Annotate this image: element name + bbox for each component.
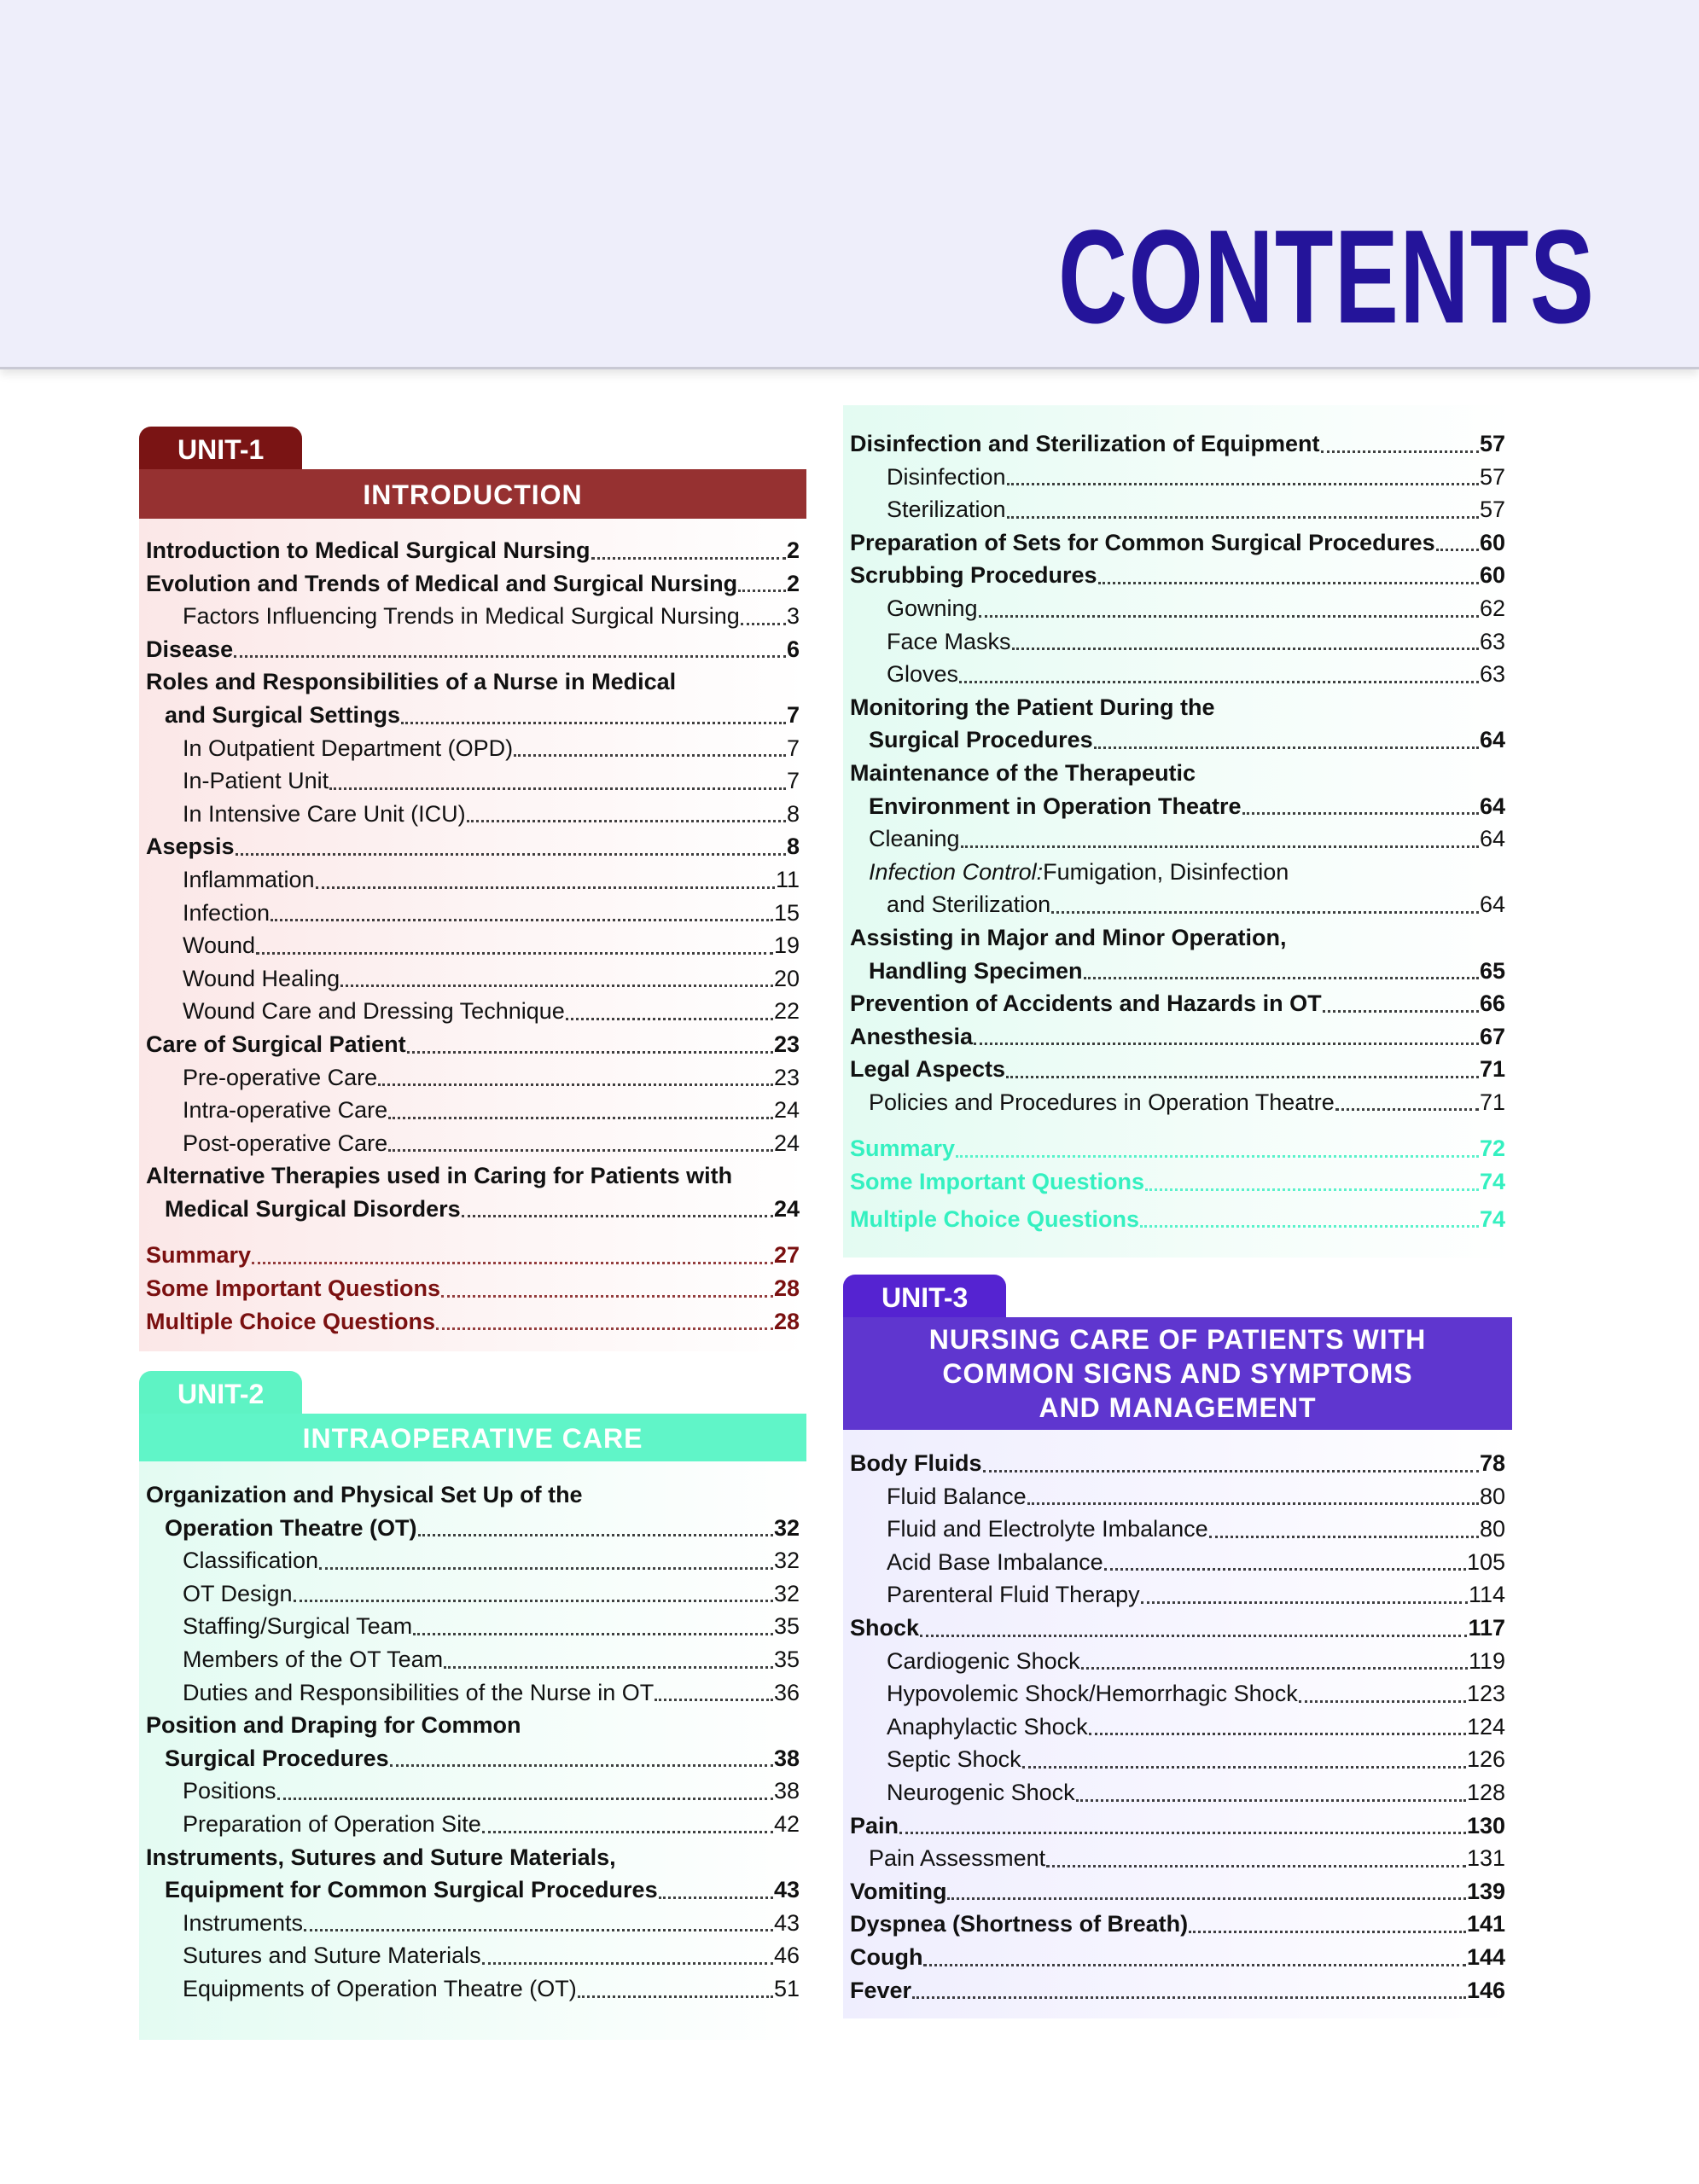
toc-entry[interactable]: Asepsis 8 xyxy=(146,834,800,860)
toc-entry: Roles and Responsibilities of a Nurse in Medical xyxy=(146,669,677,695)
toc-entry[interactable]: Wound 19 xyxy=(183,932,800,959)
toc-entry[interactable]: Preparation of Operation Site 42 xyxy=(183,1810,800,1837)
toc-entry[interactable]: Gloves 63 xyxy=(887,661,1505,688)
important-questions-link[interactable]: Some Important Questions 74 xyxy=(850,1169,1505,1195)
toc-entry[interactable]: Care of Surgical Patient 23 xyxy=(146,1031,800,1057)
toc-entry[interactable]: Wound Healing 20 xyxy=(183,965,800,991)
toc-entry[interactable]: Fluid Balance 80 xyxy=(887,1483,1505,1509)
toc-entry[interactable]: In Intensive Care Unit (ICU) 8 xyxy=(183,800,800,827)
toc-entry[interactable]: Equipments of Operation Theatre (OT) 51 xyxy=(183,1975,800,2001)
toc-entry[interactable]: Septic Shock 126 xyxy=(887,1746,1505,1773)
toc-entry[interactable]: Cough 144 xyxy=(850,1943,1505,1970)
toc-entry: Alternative Therapies used in Caring for Patients with xyxy=(146,1163,733,1189)
summary-link[interactable]: Summary 72 xyxy=(850,1136,1505,1162)
toc-entry[interactable]: Members of the OT Team 35 xyxy=(183,1646,800,1672)
toc-entry[interactable]: Introduction to Medical Surgical Nursing 2 xyxy=(146,537,800,563)
toc-entry[interactable]: Cardiogenic Shock 119 xyxy=(887,1647,1505,1674)
toc-entry[interactable]: Disease 6 xyxy=(146,636,800,662)
toc-entry[interactable]: Body Fluids 78 xyxy=(850,1450,1505,1476)
unit-2-heading: INTRAOPERATIVE CARE xyxy=(139,1414,806,1461)
unit-2-continued-section xyxy=(843,405,1512,1258)
toc-entry[interactable]: Face Masks 63 xyxy=(887,628,1505,654)
toc-entry[interactable]: Acid Base Imbalance 105 xyxy=(887,1548,1505,1575)
toc-entry[interactable]: Vomiting 139 xyxy=(850,1878,1505,1904)
page-title: CONTENTS xyxy=(1058,203,1596,351)
header-band xyxy=(0,0,1699,369)
toc-entry[interactable]: Classification 32 xyxy=(183,1548,800,1574)
toc-entry[interactable]: Wound Care and Dressing Technique 22 xyxy=(183,998,800,1025)
toc-entry[interactable]: Handling Specimen 65 xyxy=(869,957,1505,984)
unit-1-entries xyxy=(139,519,806,1351)
toc-entry: Infection Control: Fumigation, Disinfection xyxy=(869,858,1289,885)
toc-entry[interactable]: Instruments 43 xyxy=(183,1909,800,1936)
toc-entry[interactable]: Disinfection 57 xyxy=(887,463,1505,490)
toc-entry[interactable]: Dyspnea (Shortness of Breath) 141 xyxy=(850,1911,1505,1937)
toc-entry[interactable]: Scrubbing Procedures 60 xyxy=(850,562,1505,589)
unit-3-tab: UNIT-3 xyxy=(843,1275,1006,1317)
toc-entry: Assisting in Major and Minor Operation, xyxy=(850,924,1287,950)
unit-3-heading xyxy=(843,1317,1512,1430)
toc-entry: Monitoring the Patient During the xyxy=(850,694,1215,720)
toc-entry[interactable]: In-Patient Unit 7 xyxy=(183,768,800,794)
toc-entry[interactable]: and Surgical Settings 7 xyxy=(165,701,800,728)
unit-3-heading-line: COMMON SIGNS AND SYMPTOMS xyxy=(942,1358,1413,1389)
toc-entry[interactable]: Duties and Responsibilities of the Nurse in OT 36 xyxy=(183,1679,800,1705)
toc-entry[interactable]: Staffing/Surgical Team 35 xyxy=(183,1613,800,1640)
unit-2-tab: UNIT-2 xyxy=(139,1371,302,1414)
toc-entry: Position and Draping for Common xyxy=(146,1712,521,1739)
toc-entry[interactable]: Operation Theatre (OT) 32 xyxy=(165,1514,800,1541)
toc-entry[interactable]: Surgical Procedures 64 xyxy=(869,727,1505,753)
toc-entry[interactable]: Fever 146 xyxy=(850,1977,1505,2003)
unit-2-continued-entries xyxy=(843,405,1512,1258)
toc-entry[interactable]: Neurogenic Shock 128 xyxy=(887,1779,1505,1805)
mcq-link[interactable]: Multiple Choice Questions 74 xyxy=(850,1205,1505,1232)
toc-entry[interactable]: Disinfection and Sterilization of Equipment 57 xyxy=(850,431,1505,456)
toc-entry[interactable]: Factors Influencing Trends in Medical Surgical Nursing 3 xyxy=(183,603,800,630)
toc-entry[interactable]: Intra-operative Care 24 xyxy=(183,1097,800,1124)
toc-entry[interactable]: Prevention of Accidents and Hazards in OT 66 xyxy=(850,990,1505,1017)
toc-entry[interactable]: Positions 38 xyxy=(183,1778,800,1804)
unit-3-section xyxy=(843,1275,1512,2018)
unit-3-entries xyxy=(843,1430,1512,2018)
unit-3-heading-line: NURSING CARE OF PATIENTS WITH xyxy=(928,1324,1427,1355)
unit-1-section xyxy=(139,427,806,1351)
toc-entry[interactable]: Gowning 62 xyxy=(887,595,1505,621)
toc-entry[interactable]: Surgical Procedures 38 xyxy=(165,1745,800,1771)
summary-link[interactable]: Summary 27 xyxy=(146,1242,800,1269)
toc-entry: Instruments, Sutures and Suture Materials, xyxy=(146,1844,616,1870)
toc-entry[interactable]: Cleaning 64 xyxy=(869,826,1505,852)
mcq-link[interactable]: Multiple Choice Questions 28 xyxy=(146,1308,800,1334)
toc-entry[interactable]: Policies and Procedures in Operation Theatre 71 xyxy=(869,1089,1505,1115)
toc-entry[interactable]: and Sterilization 64 xyxy=(887,892,1505,918)
toc-entry[interactable]: Preparation of Sets for Common Surgical Procedures 60 xyxy=(850,529,1505,555)
unit-3-heading-line: AND MANAGEMENT xyxy=(1039,1392,1317,1423)
unit-1-tab: UNIT-1 xyxy=(139,427,302,469)
toc-entry[interactable]: In Outpatient Department (OPD) 7 xyxy=(183,735,800,761)
toc-entry: Organization and Physical Set Up of the xyxy=(146,1482,583,1507)
toc-entry[interactable]: Infection 15 xyxy=(183,899,800,926)
unit-1-heading: INTRODUCTION xyxy=(139,469,806,519)
toc-entry[interactable]: Legal Aspects 71 xyxy=(850,1056,1505,1083)
toc-entry[interactable]: Evolution and Trends of Medical and Surgical Nursing 2 xyxy=(146,570,800,596)
unit-2-section xyxy=(139,1371,806,2040)
toc-entry[interactable]: Fluid and Electrolyte Imbalance 80 xyxy=(887,1516,1505,1542)
toc-entry[interactable]: Shock 117 xyxy=(850,1614,1505,1641)
toc-entry[interactable]: Parenteral Fluid Therapy 114 xyxy=(887,1582,1505,1608)
toc-entry[interactable]: Inflammation 11 xyxy=(183,866,800,892)
toc-entry[interactable]: Pain 130 xyxy=(850,1812,1505,1838)
toc-entry[interactable]: Anaphylactic Shock 124 xyxy=(887,1713,1505,1740)
toc-entry[interactable]: Hypovolemic Shock/Hemorrhagic Shock 123 xyxy=(887,1681,1505,1707)
unit-2-entries xyxy=(139,1461,806,2040)
toc-entry[interactable]: Sterilization 57 xyxy=(887,497,1505,523)
toc-entry[interactable]: OT Design 32 xyxy=(183,1580,800,1606)
toc-entry: Maintenance of the Therapeutic xyxy=(850,759,1196,786)
toc-entry[interactable]: Anesthesia 67 xyxy=(850,1023,1505,1049)
important-questions-link[interactable]: Some Important Questions 28 xyxy=(146,1275,800,1302)
toc-entry[interactable]: Sutures and Suture Materials 46 xyxy=(183,1943,800,1969)
toc-entry[interactable]: Post-operative Care 24 xyxy=(183,1130,800,1156)
toc-entry[interactable]: Medical Surgical Disorders 24 xyxy=(165,1195,800,1222)
toc-entry[interactable]: Pain Assessment 131 xyxy=(869,1845,1505,1872)
toc-entry[interactable]: Environment in Operation Theatre 64 xyxy=(869,793,1505,819)
toc-entry[interactable]: Pre-operative Care 23 xyxy=(183,1064,800,1090)
toc-entry[interactable]: Equipment for Common Surgical Procedures 43 xyxy=(165,1877,800,1903)
